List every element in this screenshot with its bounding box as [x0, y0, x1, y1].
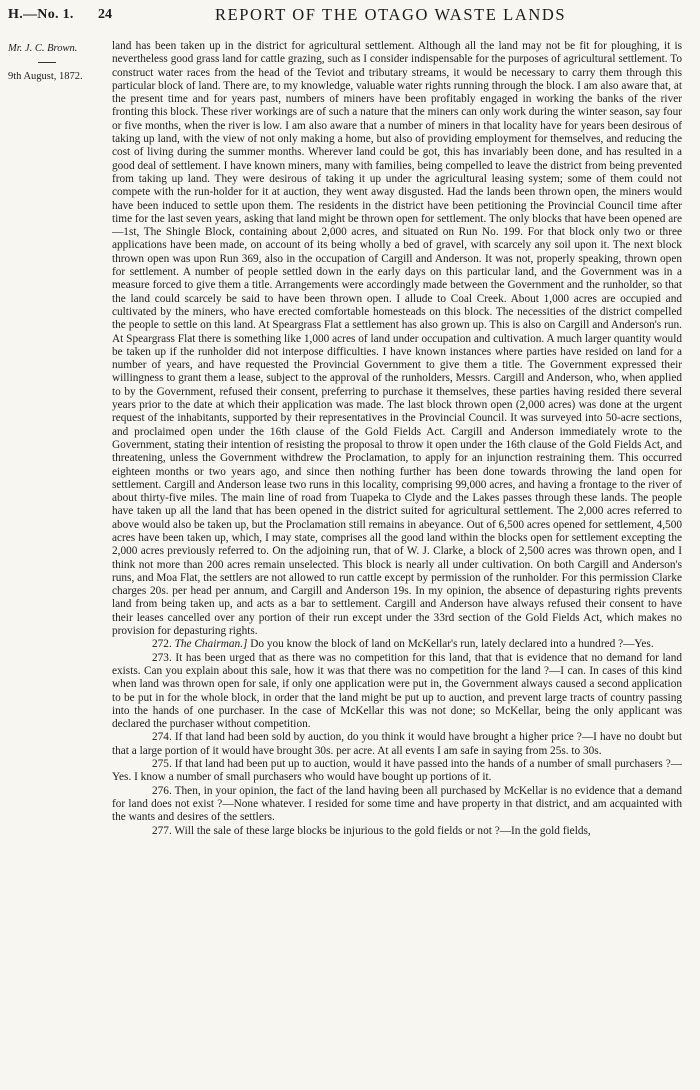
question-number: 275.	[152, 758, 172, 771]
question-text: Then, in your opinion, the fact of the land having been all purchased by McKellar is no evidence that a demand for land does not exist ?—None whatever. I resided for some time and have property in that district, and am acquainted with the wants and desires of the settlers.	[112, 784, 682, 824]
page-title: REPORT OF THE OTAGO WASTE LANDS	[215, 5, 567, 24]
question-number: 272.	[152, 638, 172, 651]
question-275	[112, 758, 682, 785]
testimony-date: 9th August, 1872.	[8, 71, 83, 82]
margin-note	[8, 41, 108, 84]
opening-paragraph: land has been taken up in the district for agricultural settlement. Although all the land may not be fit for ploughing, it is nevertheless good grass land for cattle grazing, such as I consider indispensable for the purposes of agricultural settlement. To construct water races from the head of the Teviot and tributary streams, it would be necessary to carry them through this particular block of land. There are, to my knowledge, valuable water rights running through the block. I am also aware that, at the present time and for years past, numbers of miners have been profitably engaged in working the banks of the river fronting this block. These river workings are of such a nature that the miners can only work during the winter season, say four or five months, when the river is low. I am also aware that a number of miners in that locality have for years been desirous of taking up land, with the view of not only making a home, but also of providing employment for themselves, and reducing the cost of living during the summer months. Wherever land could be got, this has invariably been done, and has resulted in a good deal of settlement. I have known miners, many with families, being compelled to leave the district from being prevented from taking up land. They were desirous of taking it up under the agricultural leasing system; some of them could not compete with the run-holder for it at auction, they went away disgusted. Had the lands been thrown open, the miners would have been induced to settle upon them. The residents in the district have been petitioning the Provincial Council time after time for the last seven years, asking that land might be thrown open for settlement. The only blocks that have been opened are—1st, The Shingle Block, containing about 2,000 acres, and situated on Run No. 199. For that block only two or three applications have been made, on account of its being wholly a bed of gravel, with scarcely any soil upon it. The next block thrown open was upon Run 369, also in the occupation of Cargill and Anderson. It was not, properly speaking, thrown open for settlement. A number of people settled down in the early days on this particular land, and the Government was in a measure forced to give them a title. Arrangements were accordingly made between the Government and the runholder, so that the land could scarcely be said to have been thrown open. I allude to Coal Creek. About 1,000 acres are occupied and cultivated by the miners, who have erected comfortable homesteads on this block. The necessities of the district compelled the people to settle on this land. At Speargrass Flat a settlement has also grown up. This is also on Cargill and Anderson's run. At Speargrass Flat there is something like 1,000 acres of land under occupation and cultivation. A much larger quantity would be taken up if the runholder did not interpose difficulties. I have known instances where parties have resided on land for a number of years, and have requested the Provincial Government to give them a title. The Government expressed their willingness to grant them a lease, subject to the approval of the runholders, Messrs. Cargill and Anderson, who, when applied to by the Government, refused their consent, preferring to purchase it themselves, these parties having resided there several years prior to the date at which their application was made. The last block thrown open (2,000 acres) was done at the urgent request of the inhabitants, supported by their representatives in the Provincial Council. It was surveyed into 50-acre sections, and proclaimed open under the 16th clause of the Gold Fields Act. Cargill and Anderson immediately wrote to the Government, stating their intention of resisting the proposal to throw it open under the 16th clause of the Gold Fields Act, and threatening, unless the Government withdrew the Proclamation, to apply for an injunction restraining them. This occurred eighteen months or two years ago, and since then nothing further has been done towards throwing the land open for settlement. Cargill and Anderson lease two runs in this locality, comprising 99,000 acres, and having a frontage to the river of about thirty-five miles. The main line of road from Tuapeka to Clyde and the Lakes passes through these lands. The people have taken up all the land that has been opened in the district suited for agricultural settlement. The 2,000 acres referred to above would also be taken up, but the Proclamation still remains in abeyance. Out of 6,500 acres opened for settlement, 4,500 acres have been taken up, which, I may state, comprises all the good land within the blocks open for settlement excepting the 2,000 acres previously referred to. On the adjoining run, that of W. J. Clarke, a block of 2,500 acres was thrown open, and I think not more than 200 acres remain unselected. This block is nearly all under cultivation. On both Cargill and Anderson's runs, and Moa Flat, the settlers are not allowed to run cattle except by permission of the runholder. For this permission Clarke charges 20s. per head per annum, and Cargill and Anderson 19s. In my opinion, the absence of depasturing rights prevents land from being taken up, and acts as a bar to settlement. Cargill and Anderson have always refused their consent to have their leases cancelled over any portion of their run except under the 33rd section of the Gold Fields Act, which makes no provision for depasturing rights.	[112, 40, 682, 638]
question-273	[112, 652, 682, 732]
speaker-label: The Chairman.]	[174, 638, 248, 651]
question-number: 277.	[152, 824, 172, 837]
question-text: If that land had been put up to auction, would it have passed into the hands of a number of small purchasers ?—Yes. I know a number of small purchasers who would have bought up portions of it.	[112, 758, 682, 784]
question-number: 276.	[152, 784, 172, 797]
page-number: 24	[98, 7, 112, 22]
question-number: 274.	[152, 731, 172, 744]
question-text: If that land had been sold by auction, do you think it would have brought a higher price ?—I have no doubt but that a large portion of it would have brought 30s. per acre. At all events I am safe in saying from 25s. to 30s.	[112, 731, 682, 757]
page-header	[0, 0, 700, 34]
question-text: Will the sale of these large blocks be injurious to the gold fields or not ?—In the gold fields,	[174, 824, 591, 837]
question-272	[112, 638, 682, 651]
question-276	[112, 785, 682, 825]
question-number: 273.	[152, 651, 172, 664]
margin-divider	[38, 62, 56, 63]
testimony-body	[112, 40, 682, 1086]
question-text: It has been urged that as there was no competition for this land, that that is evidence that no demand for land exists. Can you explain about this sale, how it was that there was no competition for the land ?—I can. In cases of this kind when land was thrown open for sale, if only one application were put in, the Government always caused a second application to be put in for the whole block, in order that the land might be put up to auction, and prevent large tracts of country passing into the hands of one purchaser. In the case of McKellar this was not done; so McKellar, being the only applicant was declared the purchaser without competition.	[112, 651, 682, 731]
document-reference: H.—No. 1.	[8, 7, 74, 22]
question-text: Do you know the block of land on McKellar's run, lately declared into a hundred ?—Yes.	[250, 638, 654, 651]
witness-name: Mr. J. C. Brown.	[8, 43, 78, 54]
question-277	[112, 825, 682, 838]
question-274	[112, 731, 682, 758]
